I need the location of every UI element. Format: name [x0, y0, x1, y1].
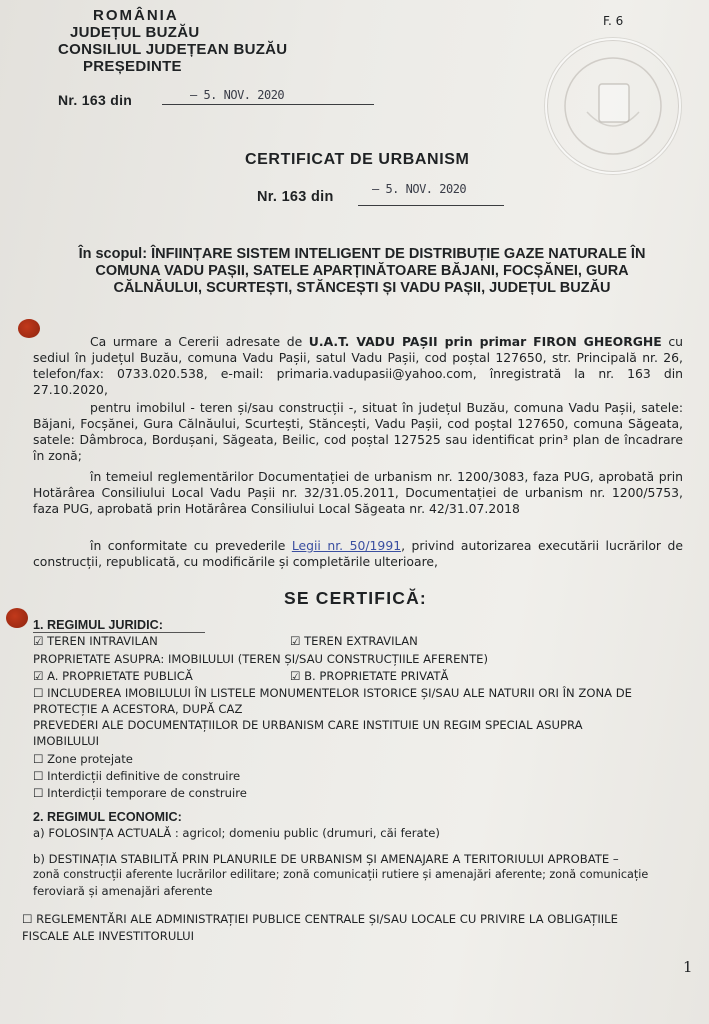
scope-block: [58, 246, 666, 297]
checkbox-zone-protejate[interactable]: ☐ Zone protejate: [33, 752, 133, 766]
checkbox-proprietate-privata[interactable]: ☑ B. PROPRIETATE PRIVATĂ: [290, 669, 449, 683]
header-role: PREȘEDINTE: [83, 58, 182, 75]
destinatia-line-3: feroviară și amenajări aferente: [33, 884, 213, 898]
law-link[interactable]: Legii nr. 50/1991: [291, 538, 402, 553]
regulations-text: în temeiul reglementărilor Documentației de urbanism nr. 1200/3083, faza PUG, aprobată prin Hotărârea Consiliului Local Vadu Pașii nr. 32/31.05.2011, Documentației de urbanism nr. 1200/5753, faza PUG, aprobată prin Hotărârea Consiliului Local Săgeata nr. 42/31.07.2018: [33, 469, 683, 516]
ownership-line: PROPRIETATE ASUPRA: IMOBILULUI (TEREN ȘI/SAU CONSTRUCȚIILE AFERENTE): [33, 652, 489, 666]
scope-label: În scopul:: [78, 246, 148, 262]
page-number: 1: [683, 958, 693, 976]
checkbox-proprietate-publica[interactable]: ☑ A. PROPRIETATE PUBLICĂ: [33, 669, 193, 683]
request-applicant: U.A.T. VADU PAȘII prin primar FIRON GHEORGHE: [308, 334, 662, 349]
form-code: F. 6: [603, 14, 624, 28]
checkbox-teren-intravilan[interactable]: ☑ TEREN INTRAVILAN: [33, 634, 158, 648]
checkbox-teren-extravilan[interactable]: ☑ TEREN EXTRAVILAN: [290, 634, 418, 648]
certificate-nr-date: – 5. NOV. 2020: [372, 182, 467, 196]
destinatia-line-1: b) DESTINAȚIA STABILITĂ PRIN PLANURILE DE URBANISM ȘI AMENAJARE A TERITORIULUI APROBATE –: [33, 852, 619, 866]
embossed-seal: [545, 38, 681, 174]
property-text: pentru imobilul - teren și/sau construcții -, situat în județul Buzău, comuna Vadu Pașii, satele: Băjani, Focșănei, Gura Călnăului, Scurtești, Stăncești, Vadu Pașii, cod poștal 127650, comuna Săgeata, satele: Dâmbroca, Bordușani, Săgeata, Beilic, cod poștal 127525 sau identificat prin³ plan de încadrare în zonă;: [33, 400, 683, 463]
header-date-underline: [162, 104, 374, 105]
regim-juridic-divider: [33, 632, 205, 633]
certifies-heading: SE CERTIFICĂ:: [284, 588, 427, 608]
punch-hole-bottom: [6, 608, 28, 628]
paragraph-property: [33, 400, 683, 464]
reglementari-continued: FISCALE ALE INVESTITORULUI: [22, 929, 195, 943]
scope-text: ÎNFIINȚARE SISTEM INTELIGENT DE DISTRIBUȚIE GAZE NATURALE ÎN COMUNA VADU PAȘII, SATELE APARȚINĂTOARE BĂJANI, FOCȘĂNEI, GURA CĂLNĂULUI, SCURTEȘTI, STĂNCEȘTI ȘI VADU PAȘII, JUDEȚUL BUZĂU: [95, 246, 646, 296]
header-council: CONSILIUL JUDEȚEAN BUZĂU: [58, 41, 288, 58]
law-rest: , privind autorizarea executării lucrărilor de construcții, republicată, cu modificările și completările ulterioare,: [33, 538, 683, 569]
checkbox-reglementari-fiscale[interactable]: ☐ REGLEMENTĂRI ALE ADMINISTRAȚIEI PUBLICE CENTRALE ȘI/SAU LOCALE CU PRIVIRE LA OBLIGAȚIILE: [22, 912, 618, 926]
paragraph-request: [33, 334, 683, 398]
request-intro: Ca urmare a Cererii adresate de: [90, 334, 309, 349]
header-county: JUDEȚUL BUZĂU: [70, 24, 200, 41]
header-country: ROMÂNIA: [93, 7, 179, 24]
certificate-title: CERTIFICAT DE URBANISM: [245, 151, 470, 168]
regim-economic-heading: 2. REGIMUL ECONOMIC:: [33, 810, 182, 824]
seal-icon: [547, 40, 679, 172]
monumente-continued: PROTECȚIE A ACESTORA, DUPĂ CAZ: [33, 702, 243, 716]
request-details: cu sediul în județul Buzău, comuna Vadu Pașii, satul Vadu Pașii, cod poștal 127650, str. Principală nr. 26, telefon/fax: 0733.020.538, e-mail: primaria.vadupasii@yahoo.com, înregistrată la nr. 163 din 27.10.2020,: [33, 334, 683, 397]
paragraph-law: [33, 538, 683, 570]
header-nr-date: – 5. NOV. 2020: [190, 88, 285, 102]
checkbox-interdictii-definitive[interactable]: ☐ Interdicții definitive de construire: [33, 769, 241, 783]
certificate-nr-label: Nr. 163 din: [257, 189, 334, 205]
destinatia-line-2: zonă construcții aferente lucrărilor edilitare; zonă comunicații rutiere și amenajări aferente; zonă comunicație: [33, 868, 649, 881]
checkbox-interdictii-temporare[interactable]: ☐ Interdicții temporare de construire: [33, 786, 247, 800]
law-intro: în conformitate cu prevederile: [90, 538, 292, 553]
certificate-date-underline: [358, 205, 504, 206]
checkbox-monumente[interactable]: ☐ INCLUDEREA IMOBILULUI ÎN LISTELE MONUMENTELOR ISTORICE ȘI/SAU ALE NATURII ORI ÎN ZONA DE: [33, 686, 632, 700]
prevederi-line: PREVEDERI ALE DOCUMENTAȚIILOR DE URBANISM CARE INSTITUIE UN REGIM SPECIAL ASUPRA: [33, 718, 583, 732]
regim-juridic-heading: 1. REGIMUL JURIDIC:: [33, 618, 163, 632]
prevederi-continued: IMOBILULUI: [33, 734, 100, 748]
header-nr-label: Nr. 163 din: [58, 92, 133, 108]
paragraph-regulations: [33, 469, 683, 517]
folosinta-actuala: a) FOLOSINȚA ACTUALĂ : agricol; domeniu public (drumuri, căi ferate): [33, 826, 440, 840]
